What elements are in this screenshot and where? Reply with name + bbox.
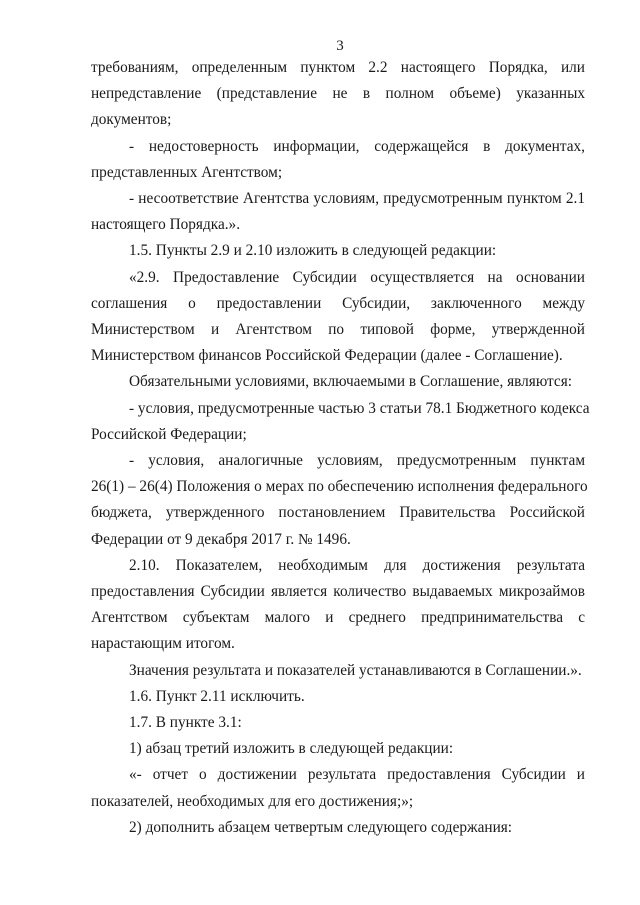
text-line: «- отчет о достижении результата предоставления Субсидии и [129, 766, 585, 784]
text-line: предоставления Субсидии является количество выдаваемых микрозаймов [91, 583, 585, 601]
paragraph [91, 238, 585, 264]
text-line: настоящего Порядка.». [91, 216, 241, 234]
paragraph [91, 396, 590, 448]
paragraph [91, 815, 585, 841]
text-line: - несоответствие Агентства условиям, предусмотренным пунктом 2.1 [129, 190, 585, 208]
paragraph [91, 658, 585, 684]
paragraph [91, 553, 585, 658]
text-line: 2.10. Показателем, необходимым для достижения результата [129, 556, 585, 574]
paragraph [91, 186, 585, 238]
text-line: Министерством и Агентством по типовой форме, утвержденной [91, 321, 585, 339]
text-line: 1.7. В пункте 3.1: [129, 714, 242, 732]
text-line: «2.9. Предоставление Субсидии осуществляется на основании [129, 268, 585, 286]
text-line: 1) абзац третий изложить в следующей редакции: [129, 740, 454, 758]
paragraph [91, 265, 585, 370]
paragraph [91, 684, 585, 710]
text-line: 1.5. Пункты 2.9 и 2.10 изложить в следующей редакции: [129, 242, 497, 260]
page-number: 3 [336, 38, 344, 54]
text-line: 26(1) – 26(4) Положения о мерах по обеспечению исполнения федерального [91, 478, 588, 496]
paragraph [91, 736, 585, 762]
paragraph [91, 55, 585, 134]
text-line: Министерством финансов Российской Федерации (далее - Соглашение). [91, 347, 563, 365]
text-line: Обязательными условиями, включаемыми в Соглашение, являются: [129, 373, 572, 391]
text-line: представленных Агентством; [91, 163, 283, 181]
text-line: - условия, аналогичные условиям, предусмотренным пунктам [129, 452, 585, 470]
paragraph [91, 762, 585, 814]
text-line: документов; [91, 111, 172, 129]
text-line: - недостоверность информации, содержащейся в документах, [129, 137, 585, 155]
text-line: соглашения о предоставлении Субсидии, заключенного между [91, 294, 585, 312]
text-line: 1.6. Пункт 2.11 исключить. [129, 687, 305, 705]
text-line: Российской Федерации; [91, 425, 247, 443]
text-line: показателей, необходимых для его достижения;»; [91, 792, 414, 810]
paragraph [91, 710, 585, 736]
text-line: - условия, предусмотренные частью 3 статьи 78.1 Бюджетного кодекса [129, 399, 590, 417]
text-line: 2) дополнить абзацем четвертым следующего содержания: [129, 818, 513, 836]
text-line: Федерации от 9 декабря 2017 г. № 1496. [91, 530, 351, 548]
text-line: Значения результата и показателей устанавливаются в Соглашении.». [129, 661, 582, 679]
text-line: бюджета, утвержденного постановлением Правительства Российской [91, 504, 585, 522]
text-line: нарастающим итогом. [91, 635, 235, 653]
text-line: Агентством субъектам малого и среднего предпринимательства с [91, 609, 585, 627]
paragraph [91, 134, 585, 186]
document-body [91, 55, 590, 841]
paragraph [91, 369, 585, 395]
text-line: требованиям, определенным пунктом 2.2 настоящего Порядка, или [91, 59, 585, 76]
paragraph [91, 448, 588, 553]
text-line: непредставление (представление не в полном объеме) указанных [91, 85, 585, 103]
